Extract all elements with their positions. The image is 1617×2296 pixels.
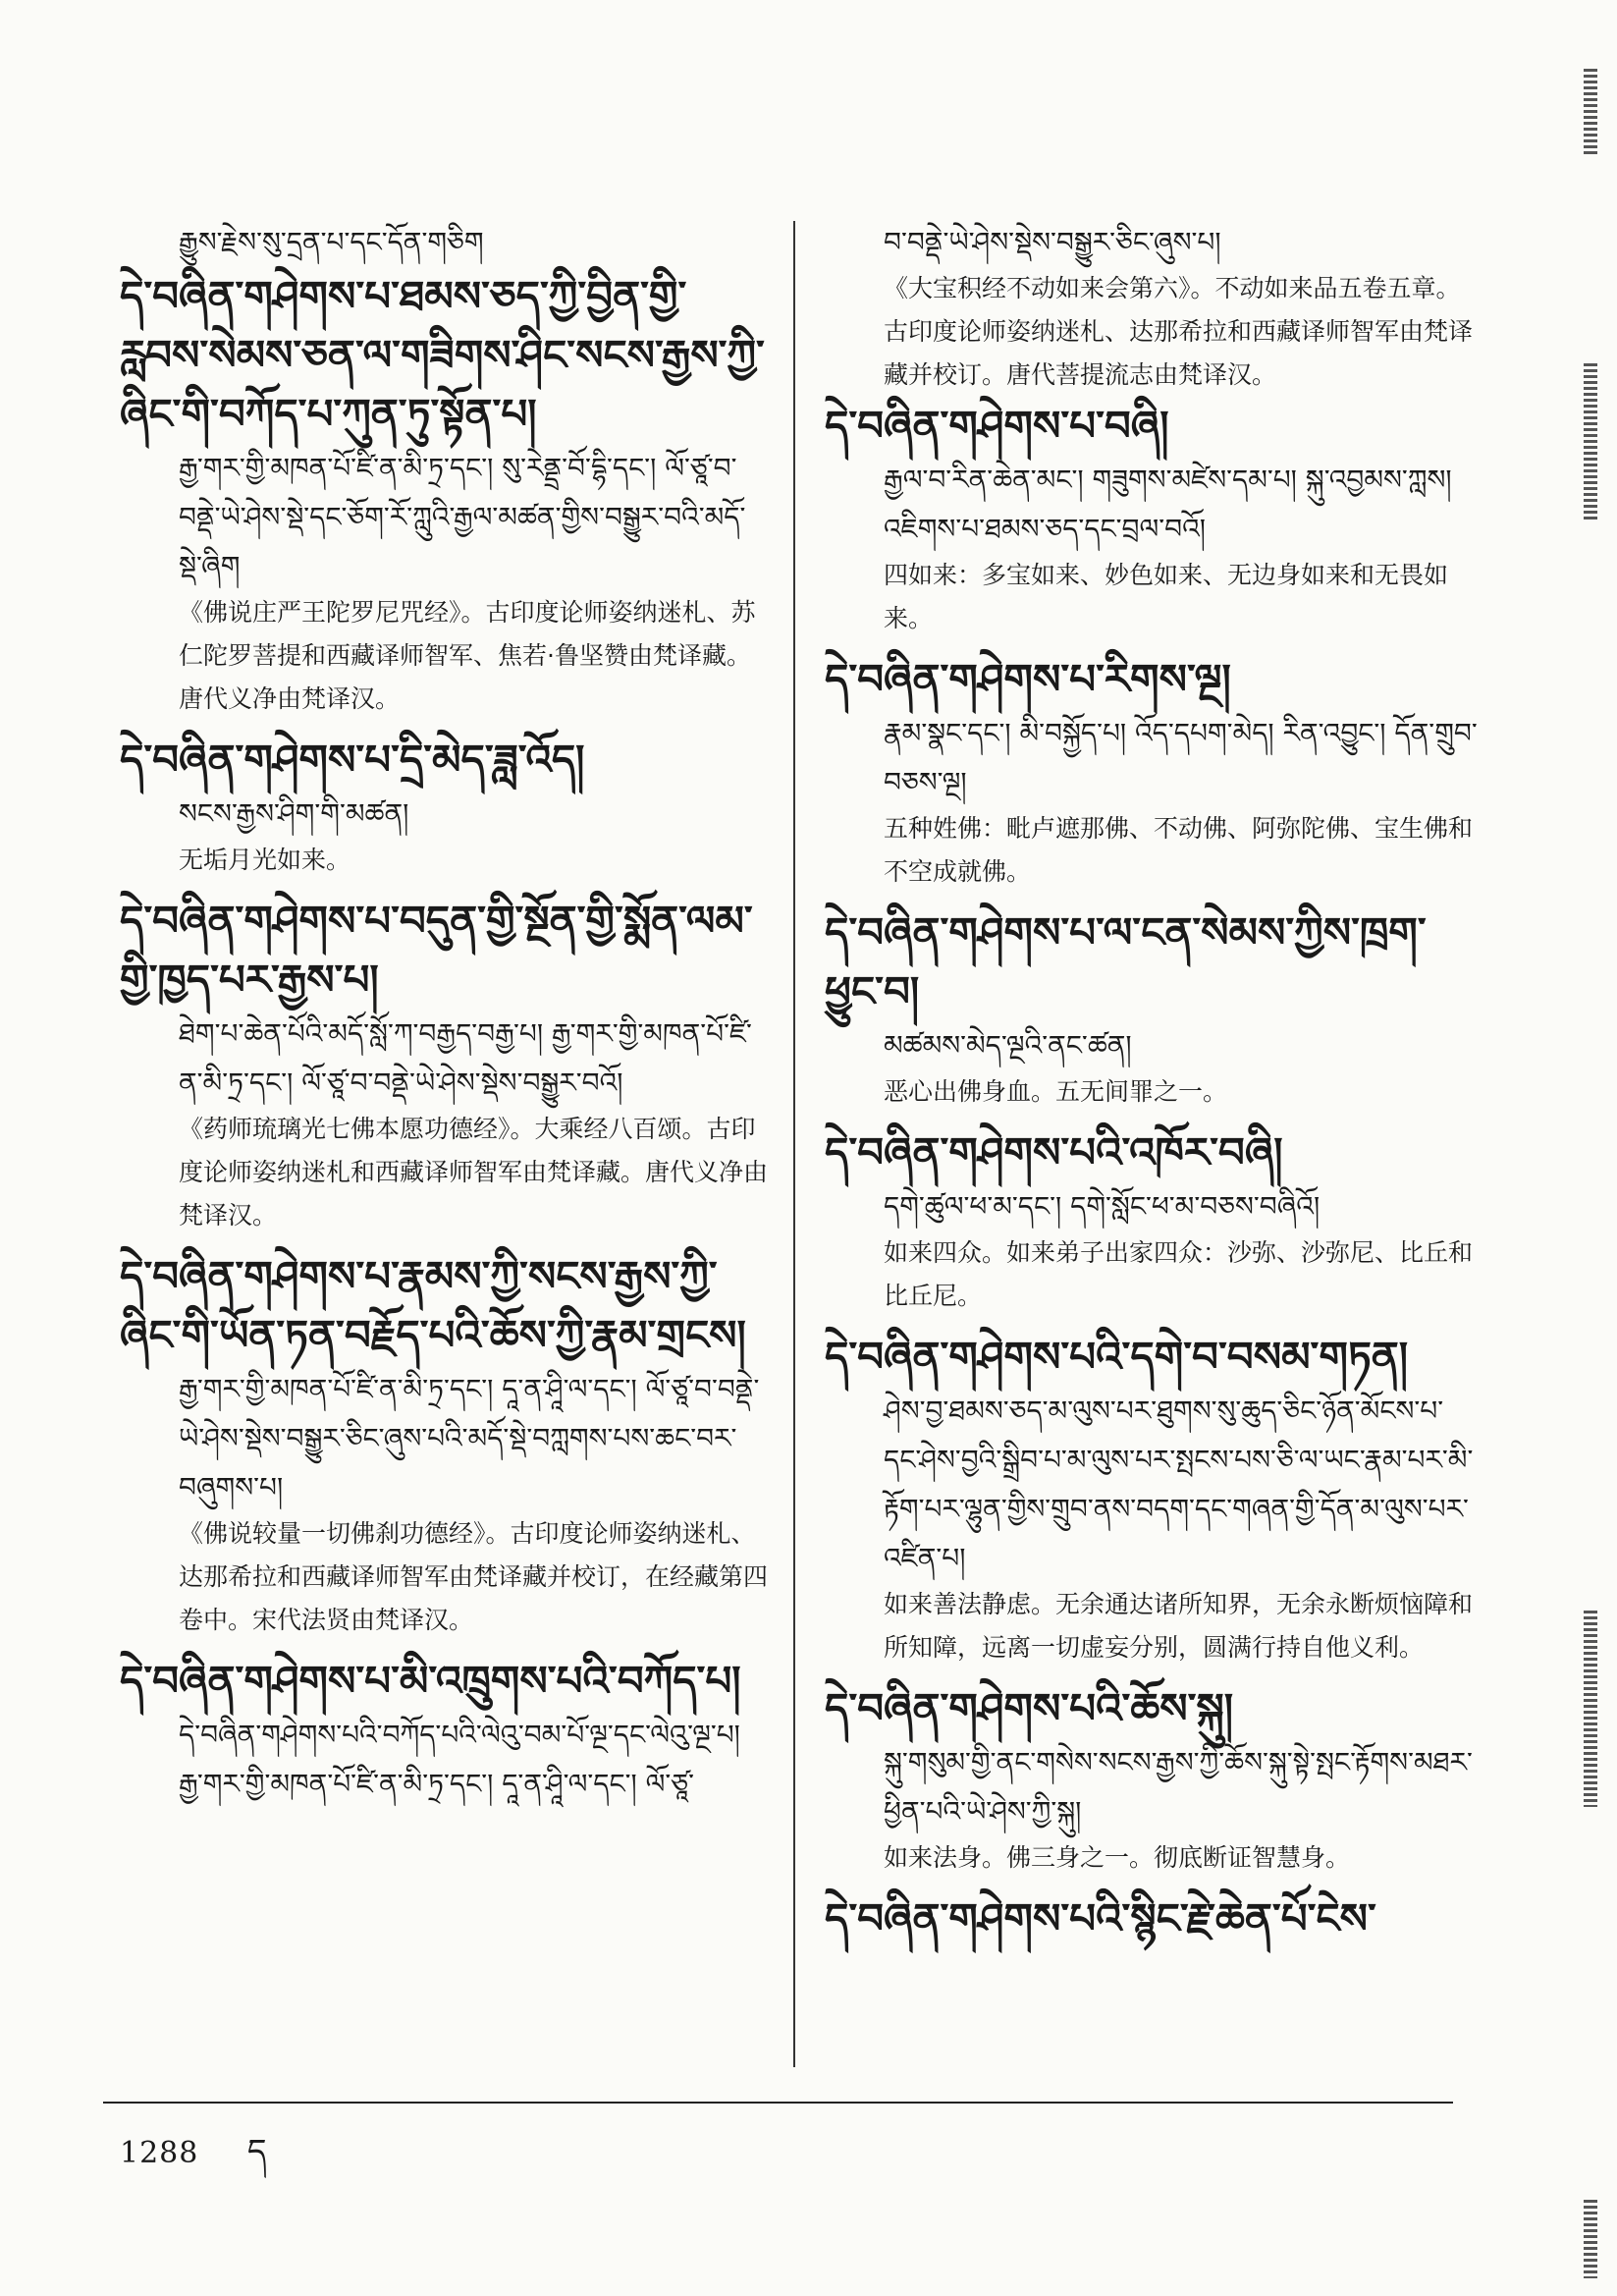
entry-headword: དེ་བཞིན་གཤེགས་པ་བཞི། xyxy=(825,402,1169,450)
entry-tibetan-definition: དེ་བཞིན་གཤེགས་པའི་བཀོད་པའི་ལེའུ་བམ་པོ་ལྔ་དང་ལེའུ་ལྔ་པ། རྒྱ་གར་གྱི་མཁན་པོ་ཛི་ན་མི་ཏྲ་དང་། དཱ་ན་ཤཱི་ལ་དང་། ལོ་ཙཱ་ xyxy=(179,1719,740,1800)
dictionary-entry xyxy=(120,892,768,1237)
page-number: 1288 xyxy=(120,2136,199,2170)
left-column xyxy=(120,218,768,1819)
scan-edge-mark xyxy=(1584,2200,1597,2278)
entry-headword: དེ་བཞིན་གཤེགས་པ་རིགས་ལྔ། xyxy=(825,655,1231,703)
entry-chinese-definition: 恶心出佛身血。五无间罪之一。 xyxy=(884,1077,1228,1106)
entry-tibetan-definition: རྒྱལ་བ་རིན་ཆེན་མང་། གཟུགས་མཛེས་དམ་པ། སྐུ་འབྱམས་ཀླས། འཇིགས་པ་ཐམས་ཅད་དང་བྲལ་བའོ། xyxy=(884,464,1452,545)
footer-rule xyxy=(103,2102,1453,2104)
dictionary-entry xyxy=(120,267,768,721)
entry-headword: དེ་བཞིན་གཤེགས་པ་ཐམས་ཅད་ཀྱི་བྱིན་གྱི་རླབས་སེམས་ཅན་ལ་གཟིགས་ཤིང་སངས་རྒྱས་ཀྱི་ཞིང་གི་བཀོད་པ་ཀུན་ཏུ་སྟོན་པ། xyxy=(120,272,765,438)
dictionary-entry xyxy=(120,1247,768,1642)
dictionary-entry xyxy=(825,650,1478,894)
entry-chinese-definition: 《药师琉璃光七佛本愿功德经》。大乘经八百颂。古印度论师姿纳迷札和西藏译师智军由梵译藏。唐代义净由梵译汉。 xyxy=(179,1115,769,1230)
entry-chinese-definition: 如来四众。如来弟子出家四众：沙弥、沙弥尼、比丘和比丘尼。 xyxy=(884,1238,1474,1310)
dictionary-entry xyxy=(825,397,1478,640)
entry-tibetan-definition: སངས་རྒྱས་ཤིག་གི་མཚན། xyxy=(179,797,409,830)
entry-headword: དེ་བཞིན་གཤེགས་པའི་འཁོར་བཞི། xyxy=(825,1128,1283,1176)
entry-chinese-definition: 无垢月光如来。 xyxy=(179,846,351,874)
entry-chinese-definition: 四如来：多宝如来、妙色如来、无边身如来和无畏如来。 xyxy=(884,561,1449,632)
entry-tibetan-definition: སྐུ་གསུམ་གྱི་ནང་གསེས་སངས་རྒྱས་ཀྱི་ཆོས་སྐུ་སྟེ་སྤང་རྟོགས་མཐར་ཕྱིན་པའི་ཡེ་ཤེས་ཀྱི་སྐུ། xyxy=(884,1746,1473,1828)
entry-headword: དེ་བཞིན་གཤེགས་པའི་དགེ་བ་བསམ་གཏན། xyxy=(825,1333,1409,1381)
scan-edge-mark xyxy=(1584,1611,1597,1807)
entry-chinese-definition: 五种姓佛：毗卢遮那佛、不动佛、阿弥陀佛、宝生佛和不空成就佛。 xyxy=(884,814,1474,886)
entry-tibetan-definition: དགེ་ཚུལ་ཕ་མ་དང་། དགེ་སློང་ཕ་མ་བཅས་བཞིའོ། xyxy=(884,1190,1321,1223)
entry-headword: དེ་བཞིན་གཤེགས་པའི་སྙིང་རྗེ་ཆེན་པོ་ངེས་ xyxy=(825,1894,1376,1942)
dictionary-entry xyxy=(120,1652,768,1809)
entry-chinese-definition: 如来法身。佛三身之一。彻底断证智慧身。 xyxy=(884,1843,1351,1872)
dictionary-entry xyxy=(120,731,768,882)
dictionary-entry xyxy=(825,1889,1478,1948)
column-divider xyxy=(793,221,795,2067)
entry-headword: དེ་བཞིན་གཤེགས་པའི་ཆོས་སྐུ། xyxy=(825,1684,1234,1732)
entry-headword: དེ་བཞིན་གཤེགས་པ་ལ་ངན་སེམས་ཀྱིས་ཁྲག་ཕྱུང་བ། xyxy=(825,908,1427,1015)
entry-tibetan-definition: ཐེག་པ་ཆེན་པོའི་མདོ་སློ་ཀ་བརྒྱད་བརྒྱ་པ། རྒྱ་གར་གྱི་མཁན་པོ་ཛི་ན་མི་ཏྲ་དང་། ལོ་ཙཱ་བ་བནྡེ་ཡེ་ཤེས་སྡེས་བསྒྱུར་བའོ། xyxy=(179,1017,752,1099)
entry-headword: དེ་བཞིན་གཤེགས་པ་མི་འཁྲུགས་པའི་བཀོད་པ། xyxy=(120,1657,741,1705)
entry-headword: དེ་བཞིན་གཤེགས་པ་དྲི་མེད་ཟླ་འོད། xyxy=(120,736,585,784)
continuation-line: བ་བནྡེ་ཡེ་ཤེས་སྡེས་བསྒྱུར་ཅིང་ཞུས་པ། xyxy=(884,226,1221,258)
continuation-chinese: 《大宝积经不动如来会第六》。不动如来品五卷五章。古印度论师姿纳迷札、达那希拉和西藏译师智军由梵译藏并校订。唐代菩提流志由梵译汉。 xyxy=(884,274,1474,389)
dictionary-entry xyxy=(825,1679,1478,1880)
entry-chinese-definition: 如来善法静虑。无余通达诸所知界，无余永断烦恼障和所知障，远离一切虚妄分别，圆满行持自他义利。 xyxy=(884,1590,1474,1662)
page-footer xyxy=(120,2113,267,2208)
dictionary-entry xyxy=(825,1328,1478,1669)
entry-headword: དེ་བཞིན་གཤེགས་པ་རྣམས་ཀྱི་སངས་རྒྱས་ཀྱི་ཞིང་གི་ཡོན་ཏན་བརྗོད་པའི་ཆོས་ཀྱི་རྣམ་གྲངས། xyxy=(120,1252,746,1359)
entry-tibetan-definition: ཤེས་བྱ་ཐམས་ཅད་མ་ལུས་པར་ཐུགས་སུ་ཆུད་ཅིང་ཉོན་མོངས་པ་དང་ཤེས་བྱའི་སྒྲིབ་པ་མ་ལུས་པར་སྤངས་པས་ཅི་ལ་ཡང་རྣམ་པར་མི་རྟོག་པར་ལྷུན་གྱིས་གྲུབ་ནས་བདག་དང་གཞན་གྱི་དོན་མ་ལུས་པར་འཛིན་པ། xyxy=(884,1394,1474,1574)
dictionary-entry xyxy=(825,1123,1478,1318)
entry-tibetan-definition: རྣམ་སྣང་དང་། མི་བསྐྱོད་པ། འོད་དཔག་མེད། རིན་འབྱུང་། དོན་གྲུབ་བཅས་ལྔ། xyxy=(884,717,1478,798)
entry-tibetan-definition: མཚམས་མེད་ལྔའི་ནང་ཚན། xyxy=(884,1029,1132,1062)
entry-tibetan-definition: རྒྱ་གར་གྱི་མཁན་པོ་ཛི་ན་མི་ཏྲ་དང་། དཱ་ན་ཤཱི་ལ་དང་། ལོ་ཙཱ་བ་བནྡེ་ཡེ་ཤེས་སྡེས་བསྒྱུར་ཅིང་ཞུས་པའི་མདོ་སྡེ་བཀླགས་པས་ཆང་བར་བཞུགས་པ། xyxy=(179,1373,760,1503)
continuation-line: རྒྱུས་རྗེས་སུ་དྲན་པ་དང་དོན་གཅིག xyxy=(179,226,484,258)
dictionary-entry xyxy=(825,903,1478,1114)
entry-headword: དེ་བཞིན་གཤེགས་པ་བདུན་གྱི་སྔོན་གྱི་སྨོན་ལམ་གྱི་ཁྱད་པར་རྒྱས་པ། xyxy=(120,897,753,1004)
entry-tibetan-definition: རྒྱ་གར་གྱི་མཁན་པོ་ཛི་ན་མི་ཏྲ་དང་། སུ་རེནྡྲ་བོ་དྷི་དང་། ལོ་ཙཱ་བ་བནྡེ་ཡེ་ཤེས་སྡེ་དང་ཅོག་རོ་ཀླུའི་རྒྱལ་མཚན་གྱིས་བསྒྱུར་བའི་མདོ་སྡེ་ཞིག xyxy=(179,452,746,582)
right-column xyxy=(825,218,1478,1958)
scan-edge-mark xyxy=(1584,363,1597,520)
entry-chinese-definition: 《佛说庄严王陀罗尼咒经》。古印度论师姿纳迷札、苏仁陀罗菩提和西藏译师智军、焦若·鲁坚赞由梵译藏。唐代义净由梵译汉。 xyxy=(179,598,756,713)
scan-edge-mark xyxy=(1584,69,1597,157)
section-letter: ད xyxy=(246,2132,267,2171)
entry-chinese-definition: 《佛说较量一切佛刹功德经》。古印度论师姿纳迷札、达那希拉和西藏译师智军由梵译藏并校订，在经藏第四卷中。宋代法贤由梵译汉。 xyxy=(179,1519,769,1634)
